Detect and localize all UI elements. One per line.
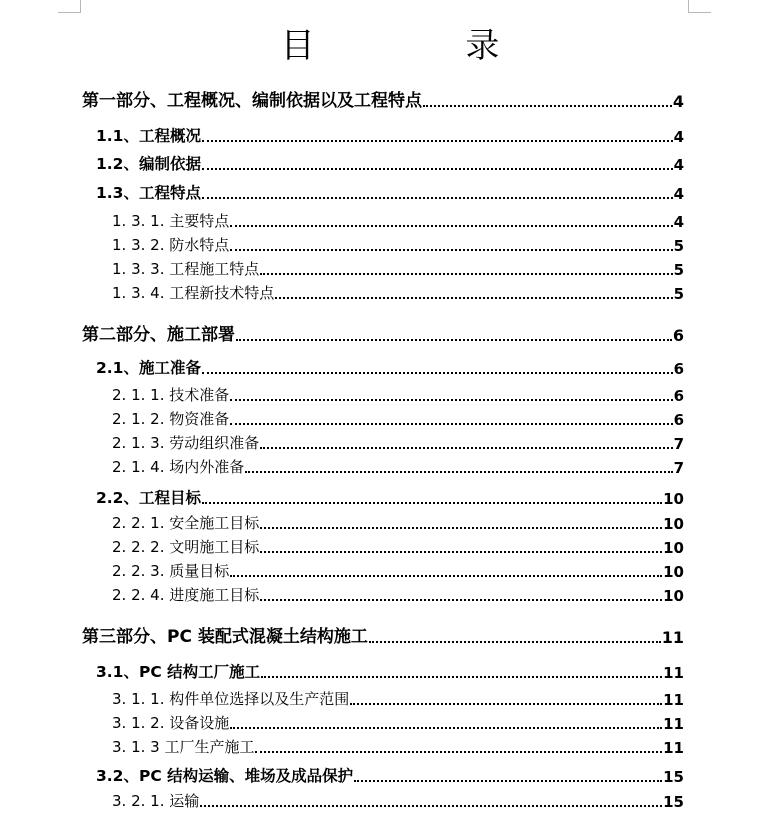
toc-entry-title: 3.2、PC 结构运输、堆场及成品保护 — [96, 767, 354, 785]
toc-entry-title: 1. 3. 4. 工程新技术特点 — [112, 284, 275, 302]
toc-entry-title: 第一部分、工程概况、编制依据以及工程特点 — [82, 91, 422, 111]
toc-entry-title: 1.1、工程概况 — [96, 127, 201, 145]
toc-entry[interactable] — [112, 584, 684, 605]
toc-entry[interactable] — [112, 234, 684, 255]
toc-entry-page-number: 5 — [673, 285, 684, 303]
toc-leader-dots — [202, 140, 673, 142]
toc-entry[interactable] — [112, 688, 684, 709]
toc-leader-dots — [260, 551, 662, 553]
toc-entry[interactable] — [112, 456, 684, 477]
toc-leader-dots — [369, 641, 661, 643]
toc-leader-dots — [260, 599, 662, 601]
toc-leader-dots — [245, 471, 672, 473]
toc-title: 目 录 — [280, 26, 570, 66]
toc-entry-page-number: 11 — [661, 628, 684, 647]
page-corner-mark-left — [58, 0, 81, 13]
toc-entry[interactable] — [112, 790, 684, 811]
toc-entry-title: 2.1、施工准备 — [96, 359, 201, 377]
toc-entry[interactable] — [96, 124, 684, 146]
toc-entry-page-number: 7 — [673, 459, 684, 477]
toc-entry-page-number: 11 — [663, 739, 684, 757]
toc-entry[interactable] — [112, 512, 684, 533]
toc-entry-page-number: 4 — [673, 156, 684, 174]
toc-leader-dots — [236, 339, 672, 341]
toc-entry[interactable] — [82, 622, 684, 647]
toc-leader-dots — [260, 447, 672, 449]
toc-entry-title: 2. 2. 4. 进度施工目标 — [112, 586, 260, 604]
toc-entry-page-number: 15 — [663, 768, 684, 786]
toc-entry-page-number: 6 — [673, 387, 684, 405]
toc-entry-page-number: 11 — [663, 664, 684, 682]
toc-entry-page-number: 10 — [663, 490, 684, 508]
toc-leader-dots — [423, 105, 672, 107]
toc-entry-page-number: 11 — [663, 715, 684, 733]
toc-entry-page-number: 5 — [673, 261, 684, 279]
toc-entry-title: 3. 1. 2. 设备设施 — [112, 714, 230, 732]
toc-entry[interactable] — [96, 356, 684, 378]
toc-leader-dots — [202, 197, 673, 199]
toc-entry-title: 第三部分、PC 装配式混凝土结构施工 — [82, 627, 368, 647]
toc-entry-page-number: 10 — [663, 563, 684, 581]
toc-entry-page-number: 10 — [663, 539, 684, 557]
toc-entry[interactable] — [96, 660, 684, 682]
toc-entry-page-number: 4 — [673, 213, 684, 231]
toc-entry-page-number: 4 — [673, 185, 684, 203]
toc-entry[interactable] — [112, 384, 684, 405]
toc-entry-page-number: 6 — [673, 411, 684, 429]
toc-entry-page-number: 7 — [673, 435, 684, 453]
toc-entry[interactable] — [96, 764, 684, 786]
toc-entry-title: 2. 2. 2. 文明施工目标 — [112, 538, 260, 556]
toc-entry-title: 2. 2. 3. 质量目标 — [112, 562, 230, 580]
toc-entry-page-number: 4 — [672, 92, 684, 111]
toc-entry-page-number: 5 — [673, 237, 684, 255]
toc-entry[interactable] — [112, 536, 684, 557]
toc-leader-dots — [260, 527, 662, 529]
toc-entry[interactable] — [96, 181, 684, 203]
toc-entry-title: 3. 1. 1. 构件单位选择以及生产范围 — [112, 690, 350, 708]
toc-entry[interactable] — [96, 152, 684, 174]
toc-entry[interactable] — [112, 560, 684, 581]
toc-entry[interactable] — [82, 320, 684, 345]
toc-entry-page-number: 4 — [673, 128, 684, 146]
toc-entry-page-number: 15 — [663, 793, 684, 811]
page-corner-mark-right — [688, 0, 711, 13]
toc-leader-dots — [230, 423, 672, 425]
toc-entry-title: 3. 1. 3 工厂生产施工 — [112, 738, 255, 756]
toc-leader-dots — [230, 225, 672, 227]
toc-entry-title: 2. 2. 1. 安全施工目标 — [112, 514, 260, 532]
toc-entry[interactable] — [82, 86, 684, 111]
toc-leader-dots — [200, 805, 662, 807]
toc-entry-page-number: 6 — [672, 326, 684, 345]
toc-entry[interactable] — [112, 432, 684, 453]
toc-entry[interactable] — [96, 486, 684, 508]
toc-leader-dots — [255, 751, 662, 753]
toc-entry-title: 3. 2. 1. 运输 — [112, 792, 200, 810]
toc-leader-dots — [202, 502, 662, 504]
toc-entry-title: 1.2、编制依据 — [96, 155, 201, 173]
toc-entry[interactable] — [112, 282, 684, 303]
toc-leader-dots — [261, 676, 662, 678]
toc-leader-dots — [230, 399, 672, 401]
toc-leader-dots — [230, 575, 662, 577]
toc-leader-dots — [230, 249, 672, 251]
toc-entry-page-number: 10 — [663, 587, 684, 605]
toc-entry-title: 1. 3. 3. 工程施工特点 — [112, 260, 260, 278]
toc-entry-title: 2. 1. 1. 技术准备 — [112, 386, 230, 404]
toc-entry[interactable] — [112, 210, 684, 231]
toc-entry[interactable] — [112, 408, 684, 429]
toc-leader-dots — [202, 372, 673, 374]
toc-leader-dots — [275, 297, 672, 299]
toc-entry-title: 1. 3. 1. 主要特点 — [112, 212, 230, 230]
toc-entry-page-number: 6 — [673, 360, 684, 378]
toc-entry[interactable] — [112, 712, 684, 733]
toc-entry-title: 第二部分、施工部署 — [82, 325, 235, 345]
toc-leader-dots — [260, 273, 672, 275]
toc-entry-title: 1. 3. 2. 防水特点 — [112, 236, 230, 254]
toc-entry-title: 1.3、工程特点 — [96, 184, 201, 202]
toc-leader-dots — [354, 780, 662, 782]
toc-entry-page-number: 11 — [663, 691, 684, 709]
toc-entry-page-number: 10 — [663, 515, 684, 533]
toc-leader-dots — [202, 168, 673, 170]
toc-entry-title: 2.2、工程目标 — [96, 489, 201, 507]
toc-entry-title: 2. 1. 2. 物资准备 — [112, 410, 230, 428]
toc-entry-title: 3.1、PC 结构工厂施工 — [96, 663, 261, 681]
toc-entry-title: 2. 1. 4. 场内外准备 — [112, 458, 245, 476]
toc-entry[interactable] — [112, 736, 684, 757]
toc-leader-dots — [350, 703, 662, 705]
toc-entry-title: 2. 1. 3. 劳动组织准备 — [112, 434, 260, 452]
toc-leader-dots — [230, 727, 662, 729]
toc-entry[interactable] — [112, 258, 684, 279]
